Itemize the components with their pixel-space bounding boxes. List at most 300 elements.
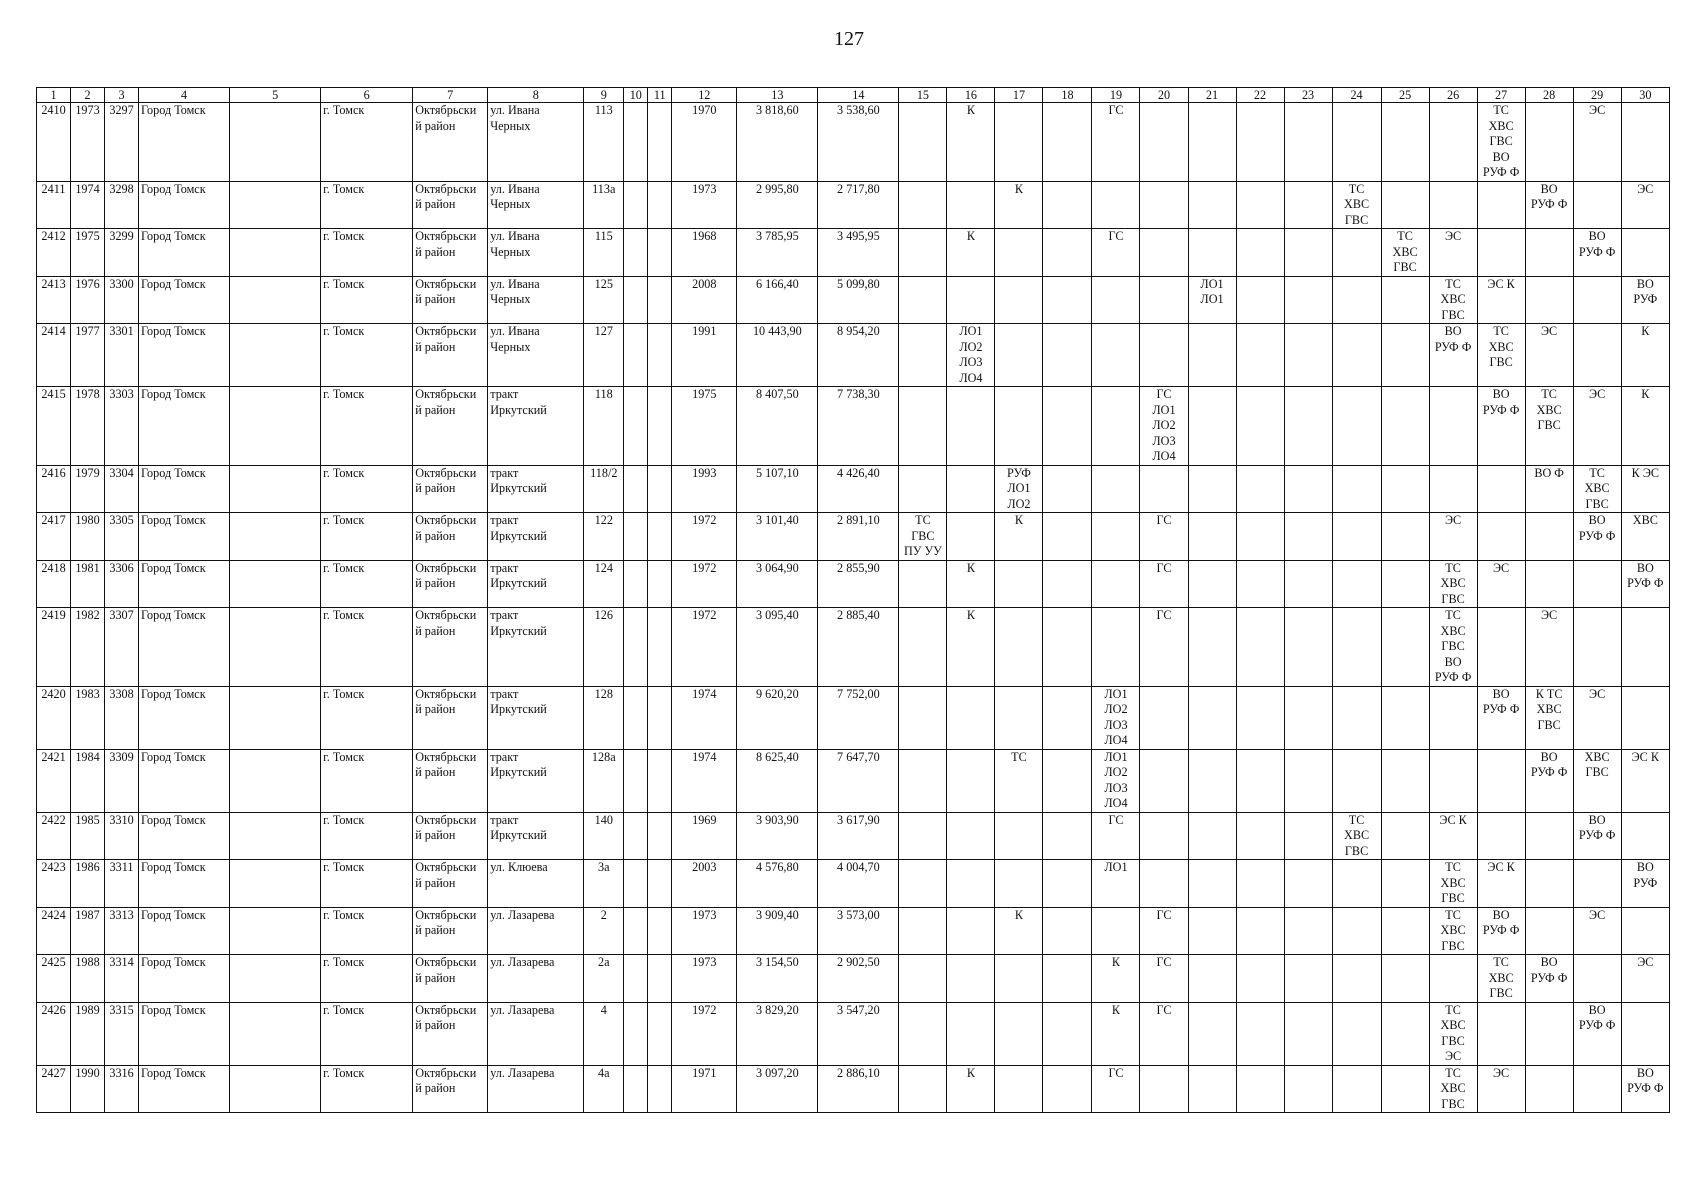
table-cell: [1573, 1065, 1621, 1113]
table-row: [37, 860, 1670, 908]
table-cell: [1477, 181, 1525, 229]
table-cell: 3 909,40: [737, 907, 818, 955]
table-cell: 3299: [105, 229, 139, 277]
column-header: 14: [818, 88, 899, 103]
table-cell: [230, 812, 321, 860]
table-cell: ЭС: [1573, 686, 1621, 749]
table-cell: [1525, 907, 1573, 955]
table-cell: [230, 276, 321, 324]
table-cell: 2 891,10: [818, 513, 899, 561]
table-cell: [1477, 749, 1525, 812]
table-cell: [230, 324, 321, 387]
table-cell: [624, 1002, 648, 1065]
table-cell: [1092, 907, 1140, 955]
table-cell: [1236, 324, 1284, 387]
table-cell: 1986: [71, 860, 105, 908]
table-cell: [1140, 276, 1188, 324]
table-cell: [1381, 324, 1429, 387]
table-cell: ВО РУФ Ф: [1477, 387, 1525, 466]
table-cell: г. Томск: [321, 387, 413, 466]
table-cell: Октябрьски й район: [413, 465, 488, 513]
table-cell: К: [947, 1065, 995, 1113]
table-cell: ТС ХВС ГВС: [1573, 465, 1621, 513]
table-cell: [1236, 103, 1284, 182]
table-cell: [1332, 387, 1381, 466]
table-cell: [1188, 686, 1236, 749]
table-cell: 1968: [672, 229, 737, 277]
table-cell: [624, 513, 648, 561]
table-row: [37, 1002, 1670, 1065]
table-cell: [1188, 860, 1236, 908]
table-cell: [1236, 513, 1284, 561]
table-cell: 1984: [71, 749, 105, 812]
table-cell: Город Томск: [139, 181, 230, 229]
table-cell: [1381, 955, 1429, 1003]
table-cell: тракт Иркутский: [488, 465, 584, 513]
table-cell: [1236, 1065, 1284, 1113]
table-cell: ТС ХВС ГВС: [1477, 955, 1525, 1003]
table-cell: [899, 103, 947, 182]
table-cell: ЭС К: [1621, 749, 1669, 812]
table-cell: ТС ХВС ГВС: [1429, 1065, 1477, 1113]
column-header: 18: [1043, 88, 1092, 103]
table-cell: [947, 513, 995, 561]
table-cell: ЭС: [1429, 229, 1477, 277]
table-cell: [1621, 103, 1669, 182]
table-cell: [1284, 181, 1332, 229]
table-cell: ВО РУФ: [1621, 860, 1669, 908]
table-cell: [899, 608, 947, 687]
table-cell: [1621, 907, 1669, 955]
table-cell: [995, 812, 1043, 860]
table-cell: [1381, 812, 1429, 860]
table-cell: ТС ГВС ПУ УУ: [899, 513, 947, 561]
table-cell: [1043, 229, 1092, 277]
column-header: 10: [624, 88, 648, 103]
table-cell: 3а: [584, 860, 624, 908]
table-cell: ГС ЛО1 ЛО2 ЛО3 ЛО4: [1140, 387, 1188, 466]
table-cell: [1429, 387, 1477, 466]
table-cell: 3314: [105, 955, 139, 1003]
table-cell: [230, 513, 321, 561]
table-cell: г. Томск: [321, 1065, 413, 1113]
table-cell: [1188, 560, 1236, 608]
table-cell: [1332, 1065, 1381, 1113]
table-row: [37, 560, 1670, 608]
table-cell: [899, 465, 947, 513]
table-cell: 3 829,20: [737, 1002, 818, 1065]
table-cell: [1332, 513, 1381, 561]
table-cell: [1043, 560, 1092, 608]
table-cell: [648, 513, 672, 561]
table-cell: ТС ХВС ГВС: [1381, 229, 1429, 277]
table-cell: 1973: [672, 907, 737, 955]
table-cell: Октябрьски й район: [413, 387, 488, 466]
table-cell: ул. Лазарева: [488, 1065, 584, 1113]
table-cell: [1429, 686, 1477, 749]
table-cell: [648, 465, 672, 513]
table-cell: ЭС: [1573, 103, 1621, 182]
table-cell: [995, 1002, 1043, 1065]
column-header: 6: [321, 88, 413, 103]
table-cell: [1043, 907, 1092, 955]
table-row: [37, 276, 1670, 324]
table-cell: [1140, 324, 1188, 387]
table-cell: [947, 860, 995, 908]
table-cell: 3 617,90: [818, 812, 899, 860]
table-cell: 122: [584, 513, 624, 561]
table-cell: [1332, 749, 1381, 812]
table-cell: 1975: [71, 229, 105, 277]
table-cell: [1284, 387, 1332, 466]
table-cell: [1429, 955, 1477, 1003]
table-cell: ТС ХВС ГВС: [1332, 181, 1381, 229]
table-cell: 1971: [672, 1065, 737, 1113]
table-cell: 2 855,90: [818, 560, 899, 608]
table-cell: [947, 276, 995, 324]
table-cell: ТС ХВС ГВС: [1525, 387, 1573, 466]
table-cell: 3308: [105, 686, 139, 749]
table-cell: [1332, 1002, 1381, 1065]
table-cell: [1043, 608, 1092, 687]
table-cell: 1993: [672, 465, 737, 513]
table-cell: г. Томск: [321, 465, 413, 513]
table-cell: РУФ ЛО1 ЛО2: [995, 465, 1043, 513]
table-cell: [1284, 955, 1332, 1003]
table-cell: 1989: [71, 1002, 105, 1065]
table-cell: ТС ХВС ГВС: [1429, 276, 1477, 324]
table-cell: [1284, 465, 1332, 513]
table-cell: 1982: [71, 608, 105, 687]
table-cell: 2003: [672, 860, 737, 908]
table-cell: [1332, 103, 1381, 182]
table-cell: [1188, 229, 1236, 277]
table-cell: [899, 276, 947, 324]
table-cell: [1381, 387, 1429, 466]
table-cell: 3300: [105, 276, 139, 324]
table-cell: тракт Иркутский: [488, 608, 584, 687]
table-cell: [1140, 103, 1188, 182]
table-cell: [624, 465, 648, 513]
table-cell: К ЭС: [1621, 465, 1669, 513]
table-cell: Город Томск: [139, 324, 230, 387]
table-cell: ЭС: [1621, 955, 1669, 1003]
table-cell: [1381, 1002, 1429, 1065]
table-cell: [648, 812, 672, 860]
table-cell: [624, 955, 648, 1003]
table-cell: [995, 324, 1043, 387]
table-cell: ВО РУФ Ф: [1477, 907, 1525, 955]
table-cell: [624, 686, 648, 749]
table-cell: тракт Иркутский: [488, 686, 584, 749]
table-cell: [1092, 465, 1140, 513]
table-cell: 1985: [71, 812, 105, 860]
table-cell: [1477, 229, 1525, 277]
table-cell: 3301: [105, 324, 139, 387]
column-header: 27: [1477, 88, 1525, 103]
table-cell: [1525, 812, 1573, 860]
table-cell: 2: [584, 907, 624, 955]
table-cell: [1332, 907, 1381, 955]
column-header: 15: [899, 88, 947, 103]
table-cell: 1972: [672, 608, 737, 687]
table-cell: [230, 686, 321, 749]
table-cell: г. Томск: [321, 103, 413, 182]
table-cell: [1621, 1002, 1669, 1065]
table-cell: [947, 955, 995, 1003]
table-cell: 1991: [672, 324, 737, 387]
table-cell: 3313: [105, 907, 139, 955]
table-cell: [947, 465, 995, 513]
table-cell: 3306: [105, 560, 139, 608]
table-cell: [1284, 103, 1332, 182]
table-cell: 3 547,20: [818, 1002, 899, 1065]
table-cell: тракт Иркутский: [488, 560, 584, 608]
table-cell: [230, 465, 321, 513]
table-cell: Город Томск: [139, 907, 230, 955]
table-cell: [1525, 103, 1573, 182]
table-cell: [1188, 103, 1236, 182]
table-cell: [899, 860, 947, 908]
table-cell: [648, 860, 672, 908]
table-cell: [1188, 465, 1236, 513]
table-cell: Город Томск: [139, 229, 230, 277]
table-cell: [624, 812, 648, 860]
table-cell: 3310: [105, 812, 139, 860]
table-cell: [648, 181, 672, 229]
table-cell: [1188, 181, 1236, 229]
table-cell: [1236, 229, 1284, 277]
table-cell: [1525, 860, 1573, 908]
table-cell: 115: [584, 229, 624, 277]
column-header: 1: [37, 88, 71, 103]
table-cell: [1381, 560, 1429, 608]
table-cell: 2423: [37, 860, 71, 908]
table-cell: 4: [584, 1002, 624, 1065]
table-cell: [1381, 276, 1429, 324]
table-cell: [1573, 181, 1621, 229]
table-cell: [1332, 608, 1381, 687]
table-cell: г. Томск: [321, 276, 413, 324]
table-cell: К: [947, 103, 995, 182]
table-cell: ГС: [1140, 1002, 1188, 1065]
table-cell: [1043, 276, 1092, 324]
table-cell: Город Томск: [139, 955, 230, 1003]
table-cell: 8 625,40: [737, 749, 818, 812]
table-cell: 140: [584, 812, 624, 860]
table-cell: Октябрьски й район: [413, 1002, 488, 1065]
table-cell: [1043, 749, 1092, 812]
table-cell: [995, 686, 1043, 749]
table-cell: Город Томск: [139, 387, 230, 466]
table-cell: 2412: [37, 229, 71, 277]
table-cell: ул. Лазарева: [488, 907, 584, 955]
table-row: [37, 907, 1670, 955]
table-cell: ул. Ивана Черных: [488, 276, 584, 324]
table-cell: ЛО1 ЛО1: [1188, 276, 1236, 324]
table-cell: К: [947, 560, 995, 608]
table-cell: [1043, 860, 1092, 908]
table-cell: [1332, 955, 1381, 1003]
table-cell: [1381, 513, 1429, 561]
table-cell: 1983: [71, 686, 105, 749]
table-cell: ГС: [1140, 513, 1188, 561]
table-cell: [1236, 276, 1284, 324]
table-cell: [648, 324, 672, 387]
table-cell: [230, 860, 321, 908]
table-cell: [1621, 686, 1669, 749]
table-cell: [1092, 324, 1140, 387]
table-body: [37, 103, 1670, 1113]
column-header: 4: [139, 88, 230, 103]
table-cell: 2420: [37, 686, 71, 749]
table-cell: ЛО1 ЛО2 ЛО3 ЛО4: [1092, 749, 1140, 812]
table-cell: Октябрьски й район: [413, 181, 488, 229]
table-cell: [1332, 229, 1381, 277]
table-cell: 1973: [672, 955, 737, 1003]
table-cell: 118/2: [584, 465, 624, 513]
table-cell: [947, 812, 995, 860]
table-cell: 3 495,95: [818, 229, 899, 277]
table-cell: [1043, 812, 1092, 860]
column-header: 17: [995, 88, 1043, 103]
table-cell: Октябрьски й район: [413, 608, 488, 687]
table-cell: ХВС: [1621, 513, 1669, 561]
table-cell: ВО РУФ Ф: [1525, 181, 1573, 229]
table-cell: [1477, 812, 1525, 860]
table-cell: 1974: [71, 181, 105, 229]
table-row: [37, 513, 1670, 561]
table-cell: [230, 103, 321, 182]
table-cell: Октябрьски й район: [413, 860, 488, 908]
table-cell: [1477, 608, 1525, 687]
table-cell: [1140, 181, 1188, 229]
table-cell: ГС: [1140, 560, 1188, 608]
table-cell: [1381, 181, 1429, 229]
table-row: [37, 608, 1670, 687]
table-cell: Город Томск: [139, 812, 230, 860]
table-cell: 2414: [37, 324, 71, 387]
table-cell: 126: [584, 608, 624, 687]
table-cell: [648, 907, 672, 955]
table-cell: [230, 608, 321, 687]
column-header: 25: [1381, 88, 1429, 103]
table-cell: ЭС: [1429, 513, 1477, 561]
table-cell: [1188, 955, 1236, 1003]
table-cell: тракт Иркутский: [488, 749, 584, 812]
table-cell: [624, 387, 648, 466]
table-cell: [230, 181, 321, 229]
table-cell: [1043, 513, 1092, 561]
column-header: 8: [488, 88, 584, 103]
table-cell: [648, 608, 672, 687]
table-cell: [1284, 686, 1332, 749]
column-header: 19: [1092, 88, 1140, 103]
table-cell: [1573, 324, 1621, 387]
table-row: [37, 1065, 1670, 1113]
table-cell: [1284, 608, 1332, 687]
table-cell: ТС ХВС ГВС: [1429, 860, 1477, 908]
table-cell: 3307: [105, 608, 139, 687]
table-cell: [1332, 686, 1381, 749]
table-cell: 2424: [37, 907, 71, 955]
table-cell: 124: [584, 560, 624, 608]
table-cell: [1284, 560, 1332, 608]
table-cell: 3 095,40: [737, 608, 818, 687]
table-cell: [1381, 749, 1429, 812]
table-cell: [1092, 513, 1140, 561]
table-cell: ул. Лазарева: [488, 1002, 584, 1065]
table-cell: [1092, 608, 1140, 687]
column-header: 26: [1429, 88, 1477, 103]
table-cell: [1236, 1002, 1284, 1065]
table-cell: 2415: [37, 387, 71, 466]
table-cell: 113а: [584, 181, 624, 229]
table-cell: тракт Иркутский: [488, 513, 584, 561]
table-cell: [1284, 860, 1332, 908]
table-row: [37, 749, 1670, 812]
table-cell: 3 818,60: [737, 103, 818, 182]
table-cell: ТС ХВС ГВС ВО РУФ Ф: [1429, 608, 1477, 687]
table-cell: 1975: [672, 387, 737, 466]
table-cell: [648, 686, 672, 749]
table-cell: ул. Ивана Черных: [488, 229, 584, 277]
table-cell: Октябрьски й район: [413, 812, 488, 860]
table-cell: 1972: [672, 560, 737, 608]
table-cell: 2422: [37, 812, 71, 860]
table-cell: 4 576,80: [737, 860, 818, 908]
table-row: [37, 465, 1670, 513]
table-cell: [648, 229, 672, 277]
table-cell: [648, 276, 672, 324]
table-cell: [1429, 465, 1477, 513]
table-cell: 3 785,95: [737, 229, 818, 277]
table-cell: [1284, 812, 1332, 860]
table-cell: [1525, 560, 1573, 608]
table-cell: г. Томск: [321, 229, 413, 277]
table-cell: ЭС: [1477, 560, 1525, 608]
table-cell: г. Томск: [321, 907, 413, 955]
table-cell: 6 166,40: [737, 276, 818, 324]
table-cell: Октябрьски й район: [413, 955, 488, 1003]
table-cell: ВО РУФ: [1621, 276, 1669, 324]
table-cell: г. Томск: [321, 749, 413, 812]
table-cell: 1969: [672, 812, 737, 860]
table-cell: 3311: [105, 860, 139, 908]
table-cell: Октябрьски й район: [413, 686, 488, 749]
table-cell: ул. Ивана Черных: [488, 324, 584, 387]
register-table: [36, 87, 1670, 1113]
table-cell: К: [1092, 1002, 1140, 1065]
table-cell: [1140, 686, 1188, 749]
table-cell: ул. Лазарева: [488, 955, 584, 1003]
table-cell: г. Томск: [321, 686, 413, 749]
table-cell: [1140, 812, 1188, 860]
table-cell: [624, 560, 648, 608]
table-cell: тракт Иркутский: [488, 387, 584, 466]
table-cell: 2427: [37, 1065, 71, 1113]
table-cell: К: [1092, 955, 1140, 1003]
table-cell: [1284, 1002, 1332, 1065]
table-cell: [995, 276, 1043, 324]
table-cell: К: [1621, 324, 1669, 387]
column-header: 9: [584, 88, 624, 103]
table-cell: [1573, 276, 1621, 324]
table-cell: [1236, 812, 1284, 860]
table-cell: ЭС: [1525, 608, 1573, 687]
table-cell: [1140, 1065, 1188, 1113]
table-cell: [1573, 608, 1621, 687]
